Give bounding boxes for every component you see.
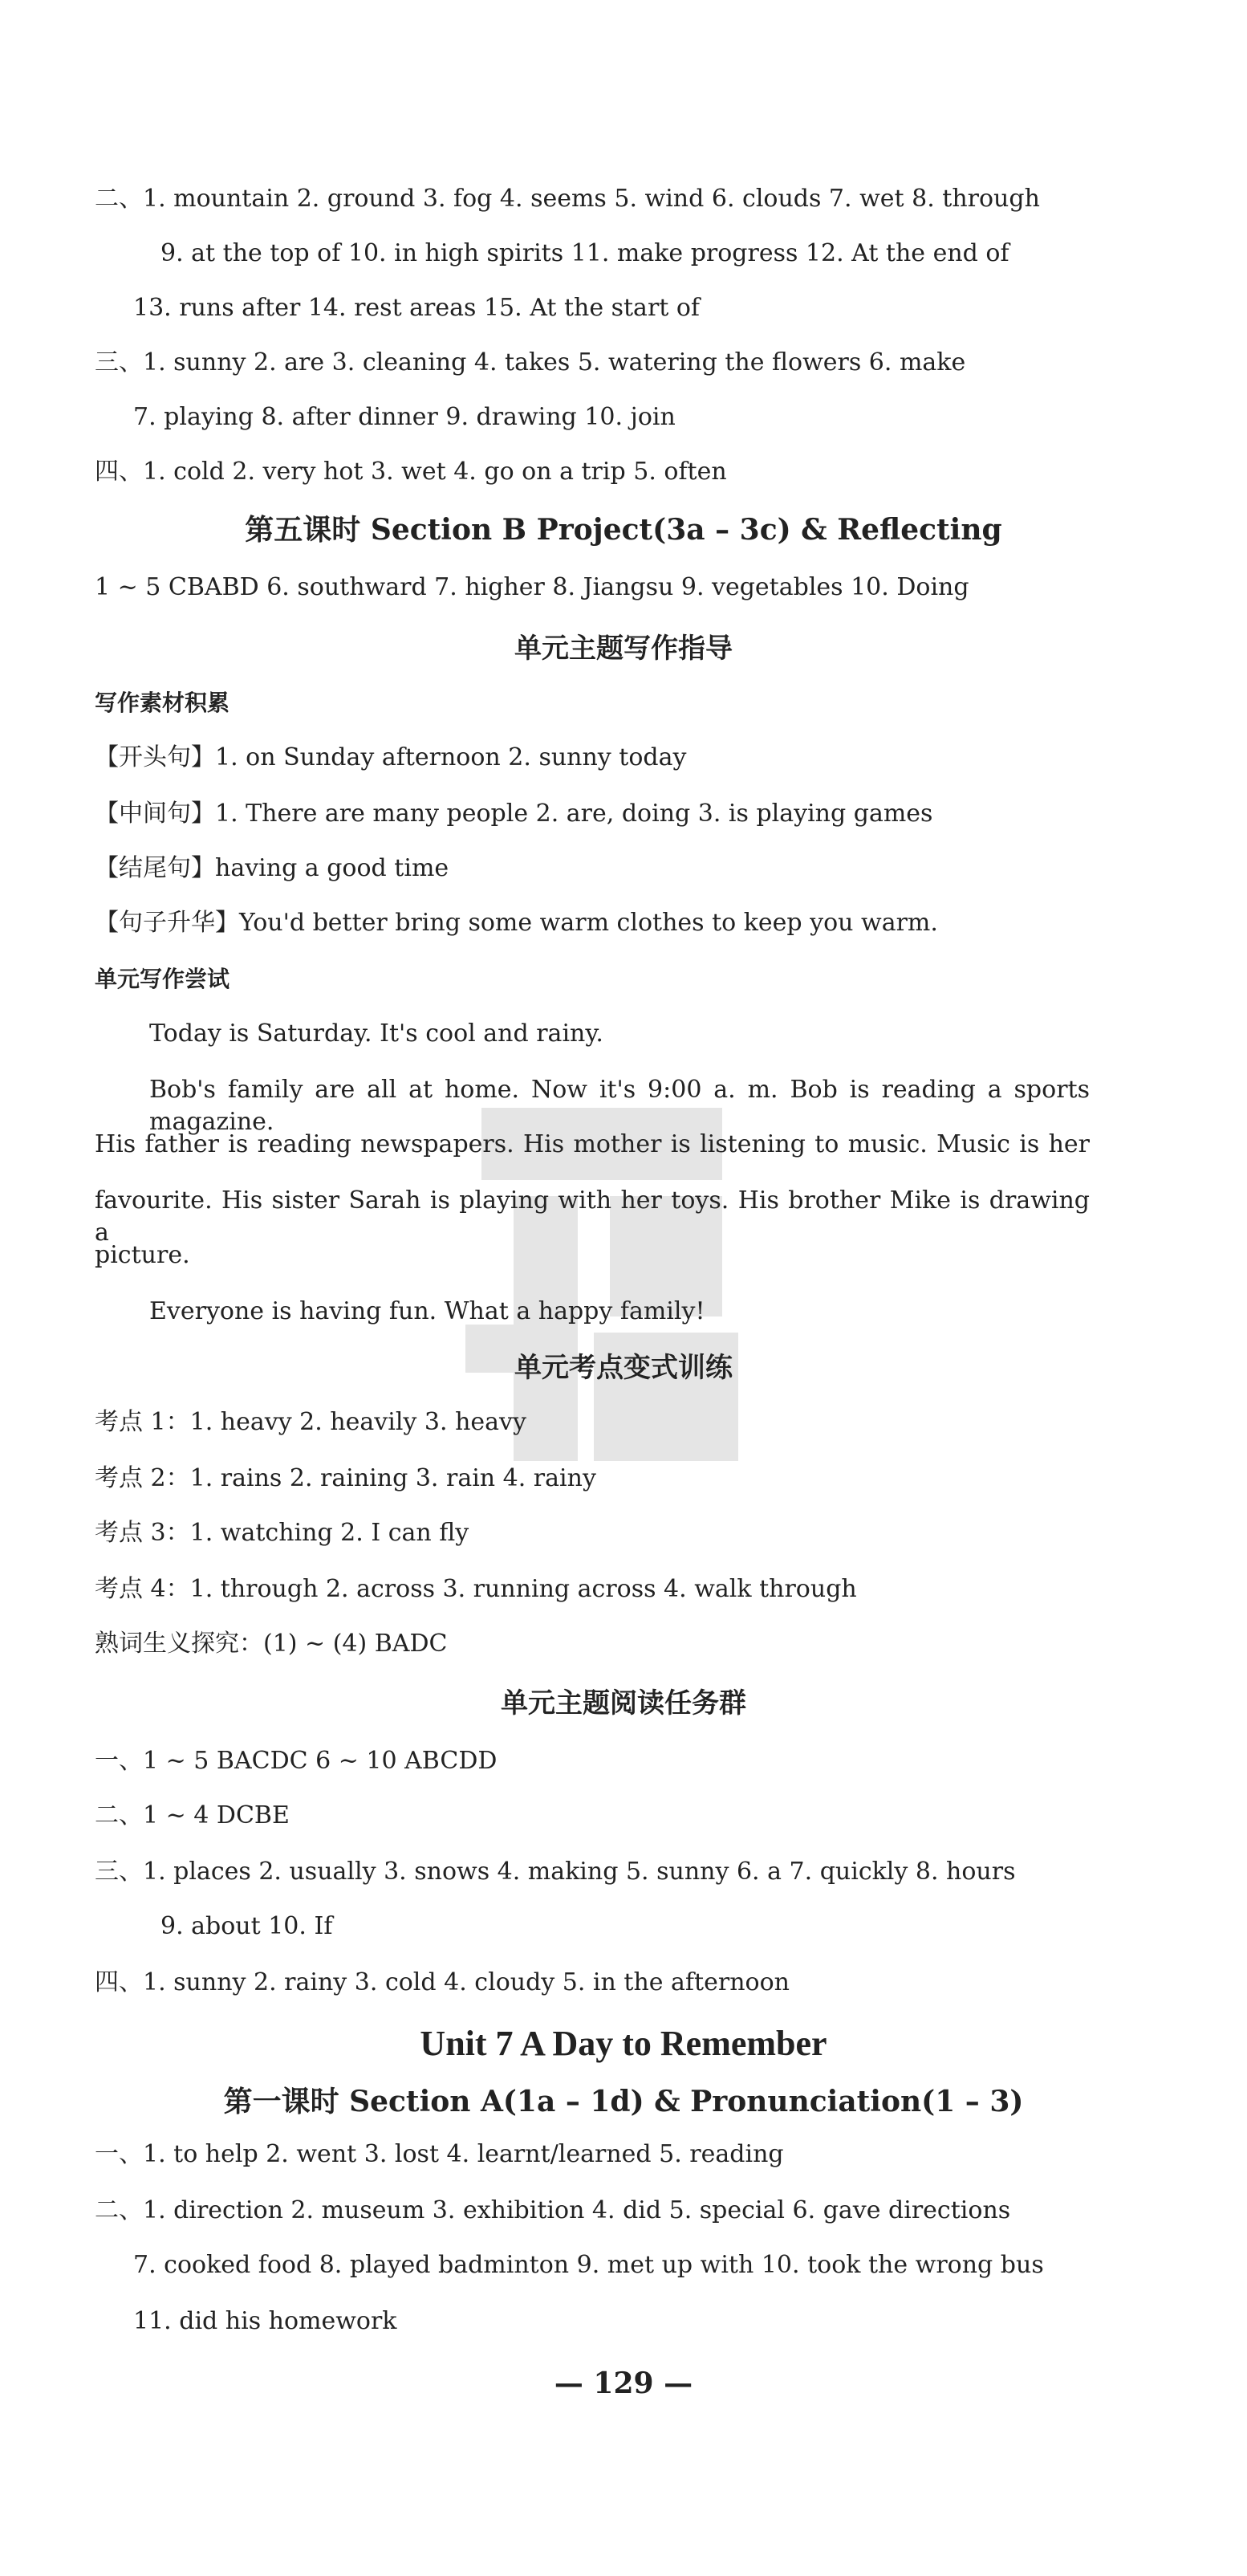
answer-line: 【中间句】1. There are many people 2. are, doing 3. is playing games [95,800,933,828]
answer-line: 【结尾句】having a good time [95,854,449,882]
essay-paragraph: Bob's family are all at home. Now it's 9:00 a. m. Bob is reading a sports magazine. [149,1076,1090,1136]
answer-line: 1 ~ 5 CBABD 6. southward 7. higher 8. Jiangsu 9. vegetables 10. Doing [95,573,969,601]
subheading: 写作素材积累 [95,690,230,716]
answer-line: 考点 3：1. watching 2. I can fly [95,1519,469,1547]
answer-line: 二、1. mountain 2. ground 3. fog 4. seems 5. wind 6. clouds 7. wet 8. through [95,185,1040,213]
answer-line: 【句子升华】You'd better bring some warm clothes to keep you warm. [95,909,938,937]
answer-line: 9. about 10. If [160,1912,333,1940]
essay-line: His father is reading newspapers. His mother is listening to music. Music is her [95,1130,1090,1158]
answer-line: 13. runs after 14. rest areas 15. At the start of [133,294,701,322]
essay-line: picture. [95,1241,190,1269]
section-heading: 第一课时 Section A(1a – 1d) & Pronunciation(1 – 3) [223,2085,1024,2118]
section-heading: 单元考点变式训练 [514,1352,733,1384]
answer-line: 【开头句】1. on Sunday afternoon 2. sunny today [95,743,687,771]
answer-line: 三、1. sunny 2. are 3. cleaning 4. takes 5. watering the flowers 6. make [95,348,966,376]
answer-line: 考点 4：1. through 2. across 3. running across 4. walk through [95,1575,857,1603]
answer-line: 一、1 ~ 5 BACDC 6 ~ 10 ABCDD [95,1747,498,1775]
section-heading: 第五课时 Section B Project(3a – 3c) & Reflecting [245,513,1002,547]
answer-line: 四、1. cold 2. very hot 3. wet 4. go on a trip 5. often [95,458,727,486]
answer-line: 一、1. to help 2. went 3. lost 4. learnt/learned 5. reading [95,2140,784,2168]
answer-line: 考点 2：1. rains 2. raining 3. rain 4. rainy [95,1464,596,1492]
answer-line: 四、1. sunny 2. rainy 3. cold 4. cloudy 5. in the afternoon [95,1968,790,1996]
answer-line: 9. at the top of 10. in high spirits 11. make progress 12. At the end of [160,239,1009,267]
essay-paragraph: Everyone is having fun. What a happy family! [149,1297,705,1325]
essay-line: favourite. His sister Sarah is playing with her toys. His brother Mike is drawing a [95,1186,1090,1247]
answer-line: 二、1. direction 2. museum 3. exhibition 4. did 5. special 6. gave directions [95,2196,1011,2224]
section-heading: 单元主题写作指导 [514,633,733,665]
essay-paragraph: Today is Saturday. It's cool and rainy. [149,1019,603,1048]
page-number: — 129 — [554,2366,693,2400]
section-heading: 单元主题阅读任务群 [501,1687,746,1719]
answer-line: 三、1. places 2. usually 3. snows 4. making 5. sunny 6. a 7. quickly 8. hours [95,1858,1016,1886]
answer-line: 二、1 ~ 4 DCBE [95,1801,290,1829]
answer-line: 熟词生义探究：(1) ~ (4) BADC [95,1630,448,1658]
answer-line: 7. cooked food 8. played badminton 9. met up with 10. took the wrong bus [133,2251,1044,2279]
answer-line: 11. did his homework [133,2307,397,2335]
answer-line: 7. playing 8. after dinner 9. drawing 10. join [133,403,676,431]
answer-line: 考点 1：1. heavy 2. heavily 3. heavy [95,1408,526,1436]
unit-title: Unit 7 A Day to Remember [420,2024,827,2063]
subheading: 单元写作尝试 [95,966,230,992]
